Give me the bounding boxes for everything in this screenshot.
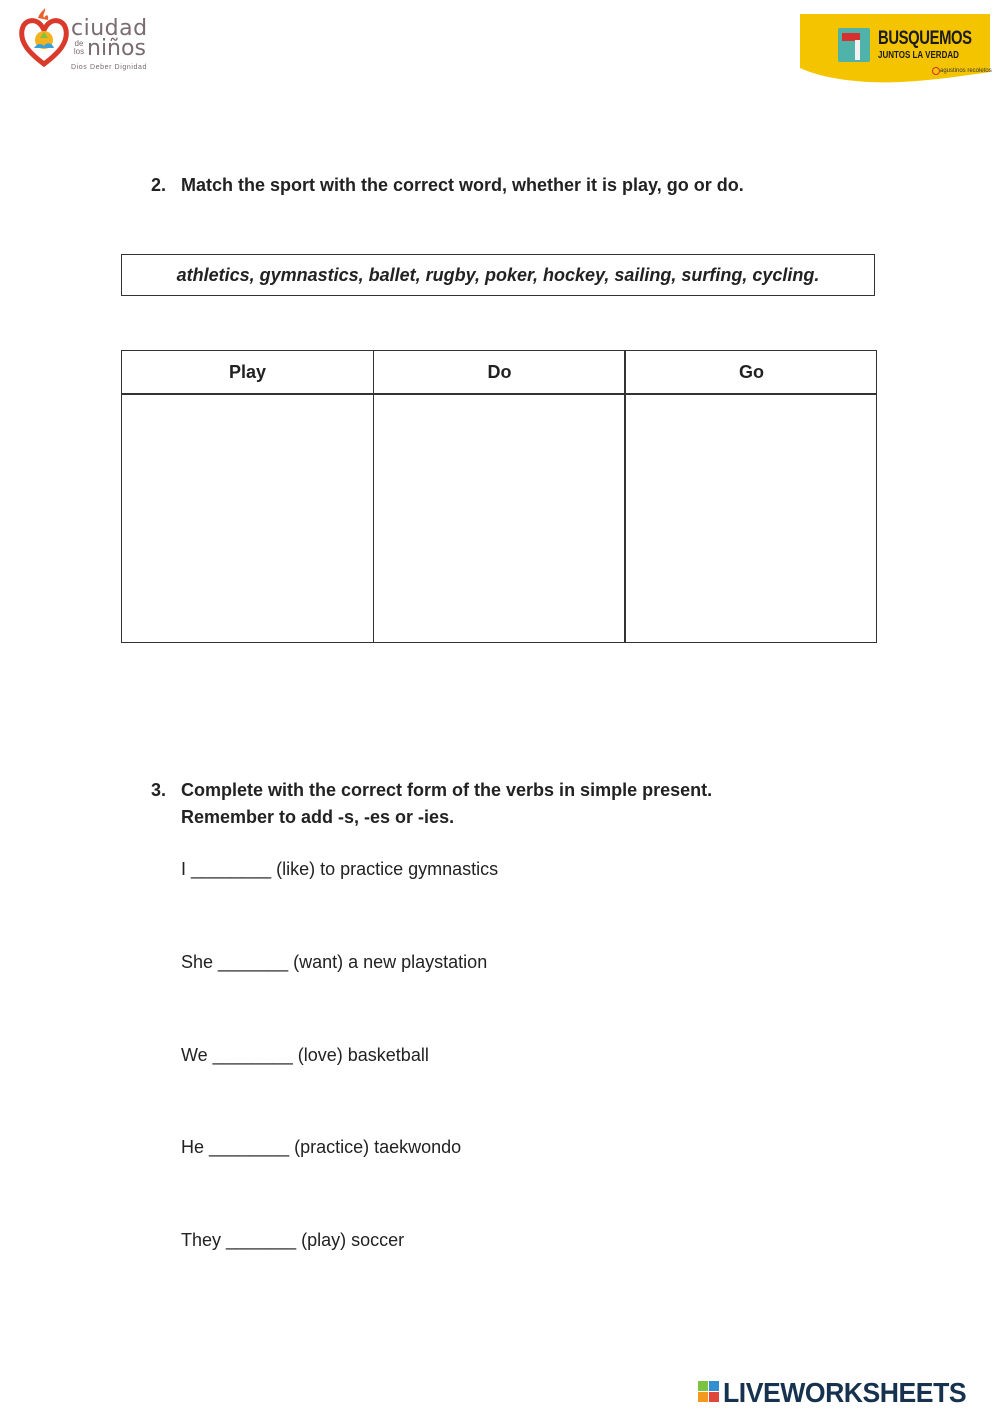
liveworksheets-icon <box>698 1381 720 1403</box>
question-number: 3. <box>151 780 167 800</box>
answer-cell-do[interactable] <box>376 395 622 641</box>
column-header-do: Do <box>487 361 512 382</box>
ciudad-de-los-ninos-logo <box>18 8 158 70</box>
sport-category-table <box>121 350 877 643</box>
logo-word-ciudad: ciudad <box>71 16 148 41</box>
logo-word-de: de <box>74 39 84 48</box>
word-bank <box>121 254 875 296</box>
column-header-play: Play <box>228 361 267 382</box>
heart-flame-icon <box>18 8 70 68</box>
sentence-4[interactable]: He ________ (practice) taekwondo <box>181 1137 462 1157</box>
agustinos-emblem-icon <box>932 67 940 75</box>
sentence-2[interactable]: She _______ (want) a new playstation <box>181 952 488 972</box>
logo-small-text: agustinos recoletos <box>940 68 992 74</box>
word-bank-text: athletics, gymnastics, ballet, rugby, poker, hockey, sailing, surfing, cycling. <box>176 264 820 285</box>
answer-cell-go[interactable] <box>628 395 874 641</box>
logo-word-ninos: niños <box>87 36 146 61</box>
sentence-1[interactable]: I ________ (like) to practice gymnastics <box>181 859 499 879</box>
logo-word-los: los <box>73 47 85 56</box>
logo-tagline: Dios Deber Dignidad <box>71 64 147 71</box>
column-divider <box>624 351 626 642</box>
question-instruction: Complete with the correct form of the verbs in simple present. <box>181 780 713 800</box>
sentence-5[interactable]: They _______ (play) soccer <box>181 1230 405 1250</box>
question-instruction: Match the sport with the correct word, whether it is play, go or do. <box>181 175 744 195</box>
liveworksheets-watermark <box>698 1376 992 1408</box>
column-divider <box>373 351 375 642</box>
question-instruction-line-2: Remember to add -s, -es or -ies. <box>181 807 455 827</box>
question-number: 2. <box>151 175 167 195</box>
column-header-go: Go <box>739 361 764 382</box>
answer-cell-play[interactable] <box>124 395 371 641</box>
signpost-icon <box>838 28 870 62</box>
busquemos-logo <box>798 12 990 84</box>
logo-title: BUSQUEMOS <box>878 28 972 49</box>
logo-subtitle: JUNTOS LA VERDAD <box>878 50 959 61</box>
sentence-3[interactable]: We ________ (love) basketball <box>181 1045 429 1065</box>
liveworksheets-brand: LIVEWORKSHEETS <box>723 1377 967 1408</box>
